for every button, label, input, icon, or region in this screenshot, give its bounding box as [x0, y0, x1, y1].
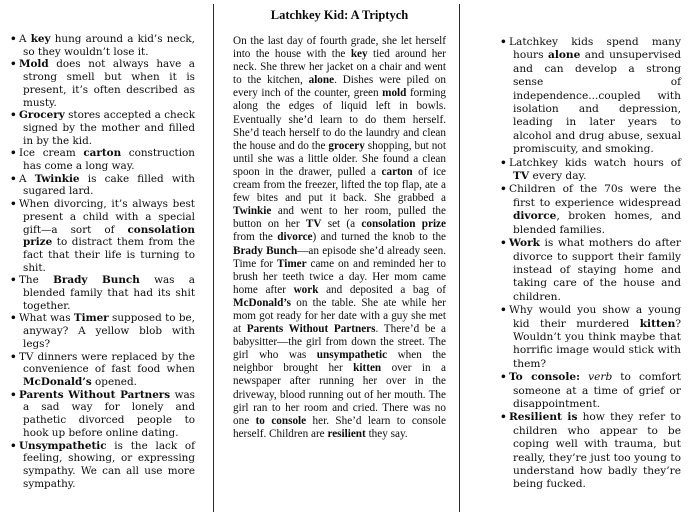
- commentary-item: • To console: verb to comfort someone at a time of grief or disappointment.: [499, 371, 681, 411]
- narrative-paragraph: On the last day of fourth grade, she let herself into the house with the key tied around her neck. She threw her jacket on a chair and went to the kitchen, alone. Dishes were piled on every inch of the counter, green mold forming along the edges of liquid left in bowls. Eventually she’d learn to do them herself. She’d teach herself to do the laundry and clean the house and do the grocery shopping, but not until she was a little older. She found a clean spoon in the drawer, pulled a carton of ice cream from the freezer, lifted the top flap, ate a few bites and put it back. She grabbed a Twinkie and went to her room, pulled the button on her TV set (a consolation prize from the divorce) and turned the knob to the Brady Bunch—an episode she’d already seen. Time for Timer came on and reminded her to brush her teeth twice a day. Her mom came home after work and deposited a bag of McDonald’s on the table. She ate while her mom got ready for her date with a guy she met at Parents Without Partners. There’d be a babysitter—the girl from down the street. The girl who was unsympathetic when the neighbor brought her kitten over in a newspaper after running her over in the driveway, blood running out of her mouth. The girl ran to her room and cried. There was no one to console her. She’d learn to console herself. Children are resilient they say.: [233, 35, 447, 440]
- right-commentary-column: [499, 36, 681, 492]
- glossary-item: • A Twinkie is cake filled with sugared lard.: [9, 173, 195, 198]
- glossary-item: • A key hung around a kid’s neck, so they wouldn’t lose it.: [9, 33, 195, 58]
- commentary-item: • Latchkey kids watch hours of TV every day.: [499, 157, 681, 184]
- glossary-item: • Parents Without Partners was a sad way for lonely and pathetic divorced people to hook up before online dating.: [9, 389, 195, 440]
- commentary-item: • Resilient is how they refer to children who appear to be coping well with trauma, but really, they’re just too young to understand how badly they’re being fucked.: [499, 411, 681, 491]
- glossary-item: • When divorcing, it’s always best present a child with a special gift—a sort of consolation prize to distract them from the fact that their life is turning to shit.: [9, 198, 195, 274]
- page-title: Latchkey Kid: A Triptych: [270, 8, 409, 22]
- glossary-item: • Ice cream carton construction has come a long way.: [9, 147, 195, 172]
- narrative-column: [233, 8, 446, 441]
- glossary-item: • The Brady Bunch was a blended family that had its shit together.: [9, 274, 195, 312]
- glossary-item: • Mold does not always have a strong smell but when it is present, it’s often described as musty.: [9, 58, 195, 109]
- glossary-item: • Grocery stores accepted a check signed by the mother and filled in by the kid.: [9, 109, 195, 147]
- left-glossary-list: [9, 33, 195, 490]
- column-divider-left: [213, 4, 214, 512]
- glossary-item: • Unsympathetic is the lack of feeling, showing, or expressing sympathy. We can all use more sympathy.: [9, 440, 195, 491]
- column-divider-right: [459, 4, 460, 512]
- left-glossary-column: [9, 33, 195, 490]
- glossary-item: • TV dinners were replaced by the convenience of fast food when McDonald’s opened.: [9, 351, 195, 389]
- commentary-item: • Children of the 70s were the first to experience widespread divorce, broken homes, and blended families.: [499, 183, 681, 237]
- right-commentary-list: [499, 36, 681, 492]
- glossary-item: • What was Timer supposed to be, anyway? A yellow blob with legs?: [9, 312, 195, 350]
- commentary-item: • Work is what mothers do after divorce to support their family instead of staying home and taking care of the house and children.: [499, 237, 681, 304]
- commentary-item: • Latchkey kids spend many hours alone and unsupervised and can develop a strong sense of independence...coupled with isolation and depression, leading in later years to alcohol and drug abuse, sexual promiscuity, and smoking.: [499, 36, 681, 157]
- commentary-item: • Why would you show a young kid their murdered kitten? Wouldn’t you think maybe that horrific image would stick with them?: [499, 304, 681, 371]
